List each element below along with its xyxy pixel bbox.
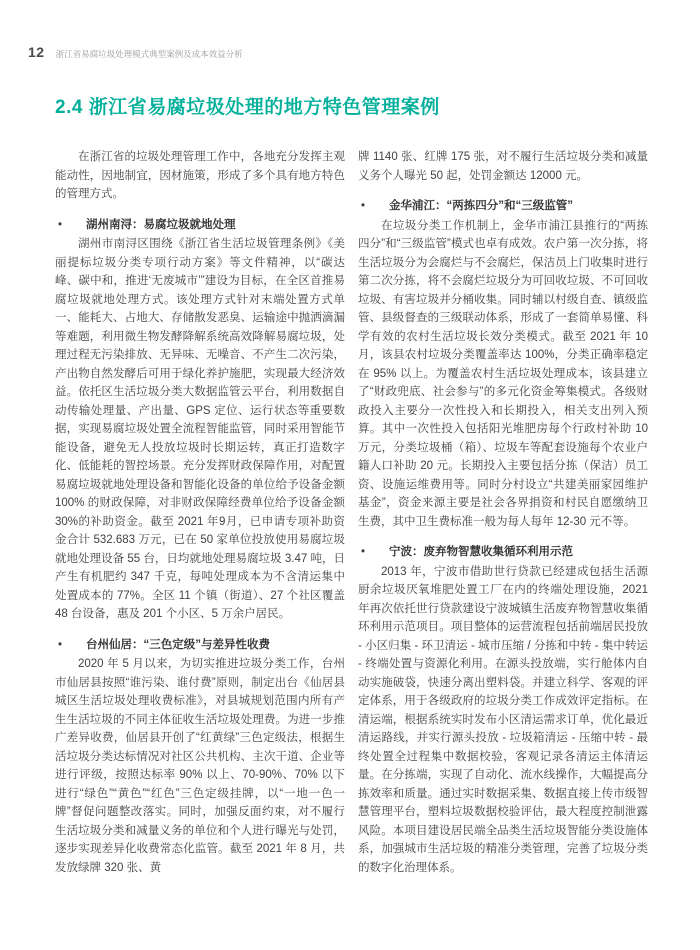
bullet-icon: •	[361, 546, 366, 558]
section-heading	[358, 543, 648, 562]
section-jinhua-pujiang	[358, 197, 648, 531]
continuation-paragraph: 牌 1140 张、红牌 175 张，对不履行生活垃圾分类和减量义务个人曝光 50 起，处罚金额达 12000 元。	[358, 151, 648, 182]
section-heading	[55, 216, 345, 235]
running-title: 浙江省易腐垃圾处理模式典型案例及成本效益分析	[55, 49, 243, 59]
section-body: 湖州市南浔区围绕《浙江省生活垃圾管理条例》《美丽提标垃圾分类专项行动方案》等文件精神，以“碳达峰、碳中和，推进‘无废城市’”建设为目标，在全区首推易腐垃圾就地处理方式。该处理方式针对末端处置方式单一、能耗大、占地大、存储散发恶臭、运输途中抛洒滴漏等难题，利用微生物发酵降解系统高效降解易腐垃圾，处理过程无污染排放、无异味、无噪音、不产生二次污染，产出物自然发酵后可用于绿化养护施肥，实现最大经济效益。依托区生活垃圾分类大数据监管云平台，利用数据自动传输处理量、产出量、GPS 定位、运行状态等重要数据，实现易腐垃圾处置全流程智能监管，同时采用智能节能设备，避免无人投放垃圾时长期运转，真正打造数字化、低能耗的智控场景。充分发挥财政保障作用，对配置易腐垃圾就地处理设备和智能化设备的单位给予设备金额 100% 的财政保障，对非财政保障经费单位给予设备金额30%的补助资金。截至 2021 年9月，已申请专项补助资金合计 532.683 万元，已在 50 家单位投放使用易腐垃圾就地处理设备 55 台，日均就地处理易腐垃圾 3.47 吨，日产生有机肥约 347 千克，每吨处理成本为不含清运集中处置成本的 77%。全区 11 个镇（街道）、27 个社区覆盖 48 台设备，惠及 201 个小区、5 万余户居民。	[55, 238, 345, 620]
page-header	[28, 44, 243, 60]
section-heading	[358, 197, 648, 216]
bullet-icon: •	[58, 638, 63, 651]
section-heading-text: 宁波：废弃物智慧收集循环利用示范	[389, 546, 573, 558]
section-heading-text: 金华浦江：“两拣四分”和“三级监管”	[389, 200, 573, 212]
left-column	[55, 148, 345, 877]
section-huzhou-nanxun	[55, 216, 345, 624]
section-body: 2013 年，宁波市借助世行贷款已经建成包括生活源厨余垃圾厌氧堆肥处置工厂在内的终端处理设施，2021 年再次依托世行贷款建设宁波城镇生活废弃物智慧收集循环利用示范项目。项目整体的运营流程包括前端居民投放 - 小区归集 - 环卫清运 - 城市压缩 / 分拣和中转 - 集中转运 - 终端处置与资源化利用。在源头投放端，实行舱体内自动实施破袋，快速分离出塑料袋。并建立科学、客观的评定体系，用于各级政府的垃圾分类工作成效评定指标。在清运端，根据系统实时发布小区清运需求订单，优化最近清运路线，并实行源头投放 - 垃圾箱清运 - 压缩中转 - 最终处置全过程集中数据校验，客观记录各清运主体清运量。在分拣端，实现了自动化、流水线操作，大幅提高分拣效率和质量。通过实时数据采集、数据直接上传市级智慧管理平台，塑料垃圾数据校验评估，最大程度控制泄露风险。本项目建设居民端全品类生活垃圾智能分类设施体系，加强城市生活垃圾的精准分类管理，完善了垃圾分类的数字化治理体系。	[358, 565, 648, 874]
section-heading	[55, 636, 345, 655]
right-column	[358, 148, 648, 877]
section-body: 在垃圾分类工作机制上，金华市浦江县推行的“两拣四分”和“三级监管”模式也卓有成效。农户第一次分拣，将生活垃圾分为会腐烂与不会腐烂，保洁员上门收集时进行第二次分拣，将不会腐烂垃圾分为可回收垃圾、不可回收垃圾、有害垃圾并分桶收集。同时辅以村级自查、镇级监管、县级督查的三级联动体系，形成了一套简单易懂、科学有效的农村生活垃圾长效分类模式。截至 2021 年 10 月，该县农村垃圾分类覆盖率达 100%，分类正确率稳定在 95% 以上。为覆盖农村生活垃圾处理成本，该县建立了“财政兜底、社会参与”的多元化资金筹集模式。各级财政投入主要分一次性投入和长期投入，相关支出列入预算。其中一次性投入包括阳光堆肥房每个行政村补助 10 万元，分类垃圾桶（箱）、垃圾车等配套设施每个农业户籍人口补助 20 元。长期投入主要包括分拣（保洁）员工资、设施运维费用等。同时分村设立“共建美丽家园维护基金”，资金来源主要是社会各界捐资和村民自愿缴纳卫生费，其中卫生费标准一般为每人每年 12-30 元不等。	[358, 219, 648, 528]
bullet-icon: •	[58, 218, 63, 231]
section-taizhou-xianju	[55, 636, 345, 878]
section-body: 2020 年 5 月以来，为切实推进垃圾分类工作，台州市仙居县按照“谁污染、谁付费”原则，制定出台《仙居县城区生活垃圾处理收费标准》，对县城规划范围内所有产生生活垃圾的不同主体征收生活垃圾处理费。为进一步推广差异收费，仙居县开创了“红黄绿”三色定级法，根据生活垃圾分类达标情况对社区公共机构、主次干道、企业等进行评级，按照达标率 90% 以上、70-90%、70% 以下进行“绿色”“黄色”“红色”三色定级挂牌，以“一地一色一牌”督促问题整改落实。同时，加强反面约束，对不履行生活垃圾分类和减量义务的单位和个人进行曝光与处罚，逐步实现差异化收费常态化监管。截至 2021 年 8 月，共发放绿牌 320 张、黄	[55, 658, 345, 874]
page-title: 2.4 浙江省易腐垃圾处理的地方特色管理案例	[55, 97, 440, 118]
two-column-layout	[55, 148, 648, 877]
section-heading-text: 台州仙居：“三色定级”与差异性收费	[86, 638, 270, 651]
section-ningbo	[358, 543, 648, 877]
page-number: 12	[28, 44, 45, 60]
bullet-icon: •	[361, 200, 366, 212]
intro-paragraph: 在浙江省的垃圾处理管理工作中，各地充分发挥主观能动性，因地制宜，因材施策，形成了多个具有地方特色的管理方式。	[55, 151, 345, 200]
section-heading-text: 湖州南浔：易腐垃圾就地处理	[86, 218, 236, 231]
